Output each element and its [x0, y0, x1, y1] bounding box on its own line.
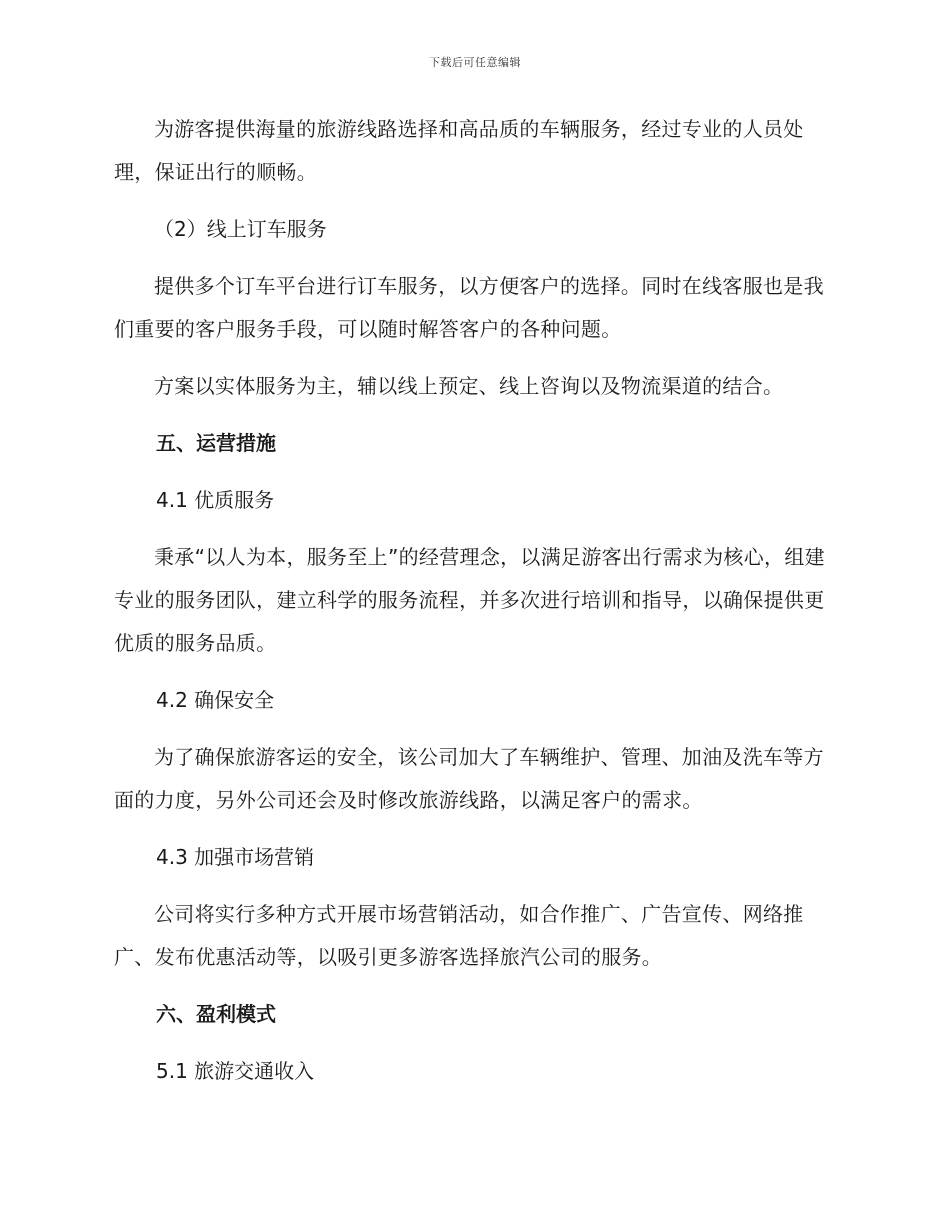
document-body	[114, 108, 834, 1093]
paragraph-marketing: 公司将实行多种方式开展市场营销活动，如合作推广、广告宣传、网络推广、发布优惠活动等，以吸引更多游客选择旅汽公司的服务。	[114, 902, 804, 969]
subheading-quality-service: 4.1 优质服务	[156, 488, 275, 512]
paragraph-plan-summary: 方案以实体服务为主，辅以线上预定、线上咨询以及物流渠道的结合。	[154, 374, 784, 398]
paragraph-service-intro: 为游客提供海量的旅游线路选择和高品质的车辆服务，经过专业的人员处理，保证出行的顺畅。	[114, 117, 804, 184]
subheading-transport-revenue: 5.1 旅游交通收入	[156, 1059, 315, 1083]
section-heading-operations: 五、运营措施	[156, 431, 276, 455]
subheading-marketing: 4.3 加强市场营销	[156, 845, 315, 869]
section-heading-profit-model: 六、盈利模式	[156, 1002, 276, 1026]
page-header: 下载后可任意编辑	[429, 56, 521, 69]
subheading-online-booking: （2）线上订车服务	[154, 217, 327, 241]
paragraph-quality-service: 秉承“以人为本，服务至上”的经营理念，以满足游客出行需求为核心，组建专业的服务团队，建立科学的服务流程，并多次进行培训和指导，以确保提供更优质的服务品质。	[114, 545, 825, 655]
subheading-safety: 4.2 确保安全	[156, 688, 275, 712]
paragraph-safety: 为了确保旅游客运的安全，该公司加大了车辆维护、管理、加油及洗车等方面的力度，另外公司还会及时修改旅游线路，以满足客户的需求。	[114, 745, 824, 812]
paragraph-online-booking: 提供多个订车平台进行订车服务，以方便客户的选择。同时在线客服也是我们重要的客户服务手段，可以随时解答客户的各种问题。	[114, 274, 824, 341]
